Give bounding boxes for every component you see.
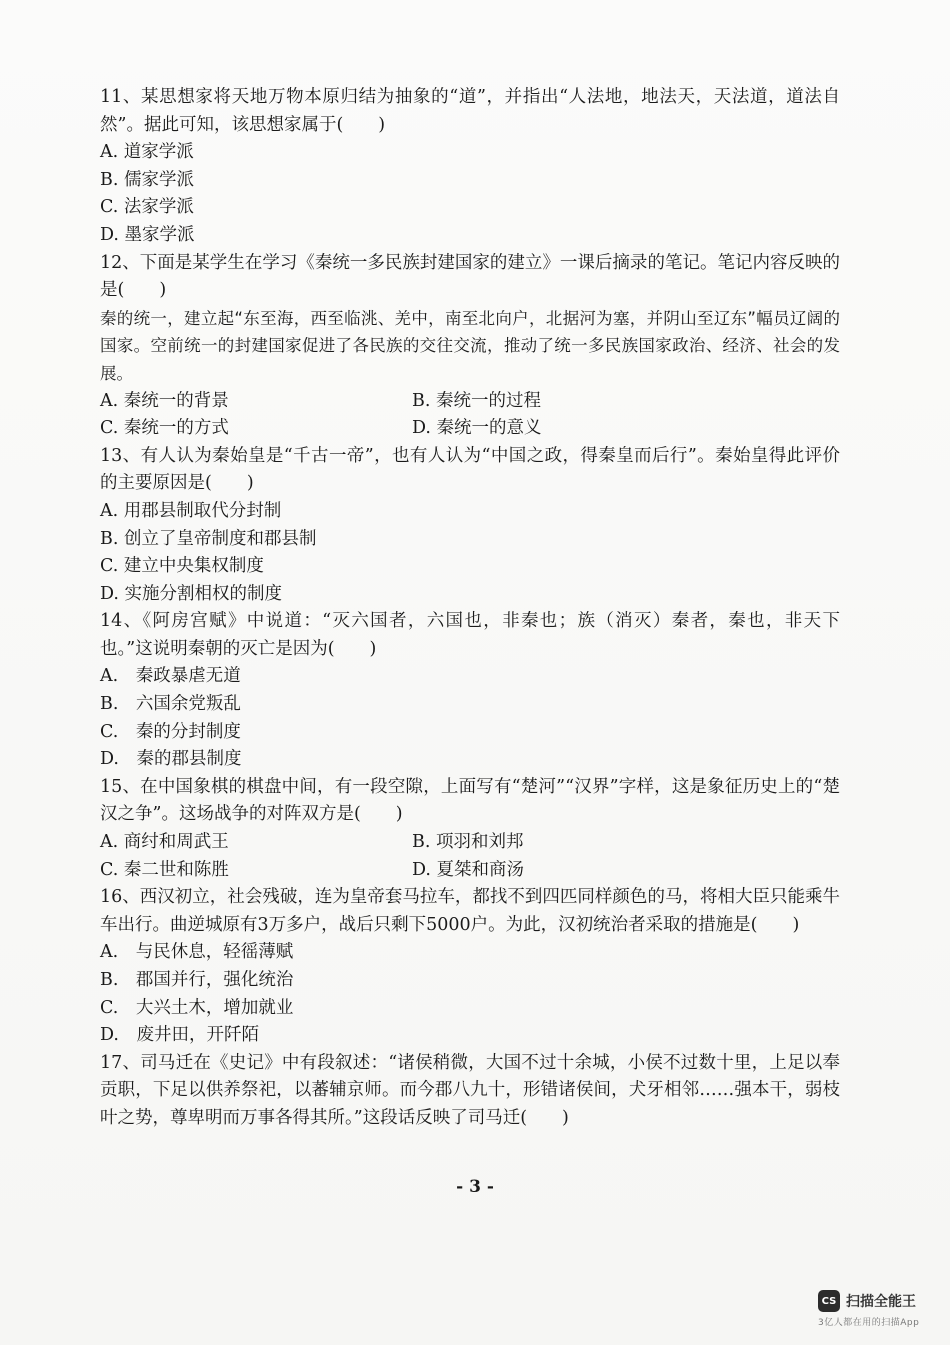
note-excerpt: 秦的统一，建立起“东至海，西至临洮、羌中，南至北向户，北据河为塞，并阴山至辽东”幅员辽阔的国家。空前统一的封建国家促进了各民族的交往交流，推动了统一多民族国家政治、经济、社会的发展。 bbox=[100, 308, 840, 383]
scanner-watermark bbox=[818, 1290, 936, 1328]
question-stem: 17、司马迁在《史记》中有段叙述：“诸侯稍微，大国不过十余城，小侯不过数十里，上足以奉贡职，下足以供养祭祀，以蕃辅京师。而今郡八九十，形错诸侯间，犬牙相邻……强本干，弱枝叶之势，尊卑明而万事各得其所。”这段话反映了司马迁( ) bbox=[100, 1052, 840, 1128]
question-stem: 15、在中国象棋的棋盘中间，有一段空隙，上面写有“楚河”“汉界”字样，这是象征历史上的“楚汉之争”。这场战争的对阵双方是( ) bbox=[100, 776, 840, 825]
option-d: D. 废井田，开阡陌 bbox=[100, 1025, 259, 1046]
question-16 bbox=[100, 884, 840, 1050]
option-a: A. 秦统一的背景 bbox=[100, 390, 229, 411]
option-a: A. 秦政暴虐无道 bbox=[100, 666, 241, 687]
option-a: A. 与民休息，轻徭薄赋 bbox=[100, 942, 294, 963]
option-b: B. 儒家学派 bbox=[100, 169, 194, 190]
option-c: C. 秦二世和陈胜 bbox=[100, 859, 229, 880]
option-c: C. 法家学派 bbox=[100, 197, 194, 218]
option-c: C. 建立中央集权制度 bbox=[100, 556, 264, 577]
option-b: B. 六国余党叛乱 bbox=[100, 694, 241, 715]
option-c: C. 秦的分封制度 bbox=[100, 721, 241, 742]
option-a: A. 道家学派 bbox=[100, 142, 194, 163]
option-d: D. 实施分割相权的制度 bbox=[100, 583, 283, 604]
question-13 bbox=[100, 443, 840, 609]
question-15 bbox=[100, 774, 840, 884]
option-row bbox=[100, 415, 840, 443]
question-17 bbox=[100, 1050, 840, 1133]
option-row bbox=[100, 829, 840, 857]
option-d: D. 秦的郡县制度 bbox=[100, 749, 242, 770]
option-c: C. 大兴土木，增加就业 bbox=[100, 997, 294, 1018]
watermark-name: 扫描全能王 bbox=[846, 1294, 916, 1310]
option-b: B. 秦统一的过程 bbox=[412, 390, 541, 411]
watermark-subtitle: 3亿人都在用的扫描App bbox=[818, 1318, 920, 1328]
question-list bbox=[100, 84, 840, 1133]
option-d: D. 墨家学派 bbox=[100, 224, 195, 245]
option-d: D. 秦统一的意义 bbox=[412, 418, 542, 439]
question-stem: 12、下面是某学生在学习《秦统一多民族封建国家的建立》一课后摘录的笔记。笔记内容反映的是( ) bbox=[100, 252, 840, 301]
option-b: B. 创立了皇帝制度和郡县制 bbox=[100, 528, 317, 549]
option-d: D. 夏桀和商汤 bbox=[412, 859, 525, 880]
option-a: A. 商纣和周武王 bbox=[100, 832, 229, 853]
question-stem: 16、西汉初立，社会残破，连为皇帝套马拉车，都找不到四匹同样颜色的马，将相大臣只能乘牛车出行。曲逆城原有3万多户，战后只剩下5000户。为此，汉初统治者采取的措施是( ) bbox=[100, 887, 840, 935]
question-stem: 11、某思想家将天地万物本原归结为抽象的“道”，并指出“人法地，地法天，天法道，道法自然”。据此可知，该思想家属于( ) bbox=[100, 87, 840, 135]
option-c: C. 秦统一的方式 bbox=[100, 418, 229, 439]
option-b: B. 项羽和刘邦 bbox=[412, 832, 524, 853]
camscanner-logo-icon: CS bbox=[818, 1290, 840, 1312]
page-number: - 3 - bbox=[456, 1177, 494, 1197]
question-stem: 13、有人认为秦始皇是“千古一帝”，也有人认为“中国之政，得秦皇而后行”。秦始皇得此评价的主要原因是( ) bbox=[100, 445, 840, 494]
question-12 bbox=[100, 250, 840, 443]
option-a: A. 用郡县制取代分封制 bbox=[100, 500, 282, 521]
option-row bbox=[100, 388, 840, 416]
option-row bbox=[100, 857, 840, 885]
question-14 bbox=[100, 608, 840, 774]
question-stem: 14、《阿房宫赋》中说道：“灭六国者，六国也，非秦也；族（消灭）秦者，秦也，非天下也。”这说明秦朝的灭亡是因为( ) bbox=[100, 611, 840, 659]
option-b: B. 郡国并行，强化统治 bbox=[100, 970, 294, 990]
question-11 bbox=[100, 84, 840, 250]
